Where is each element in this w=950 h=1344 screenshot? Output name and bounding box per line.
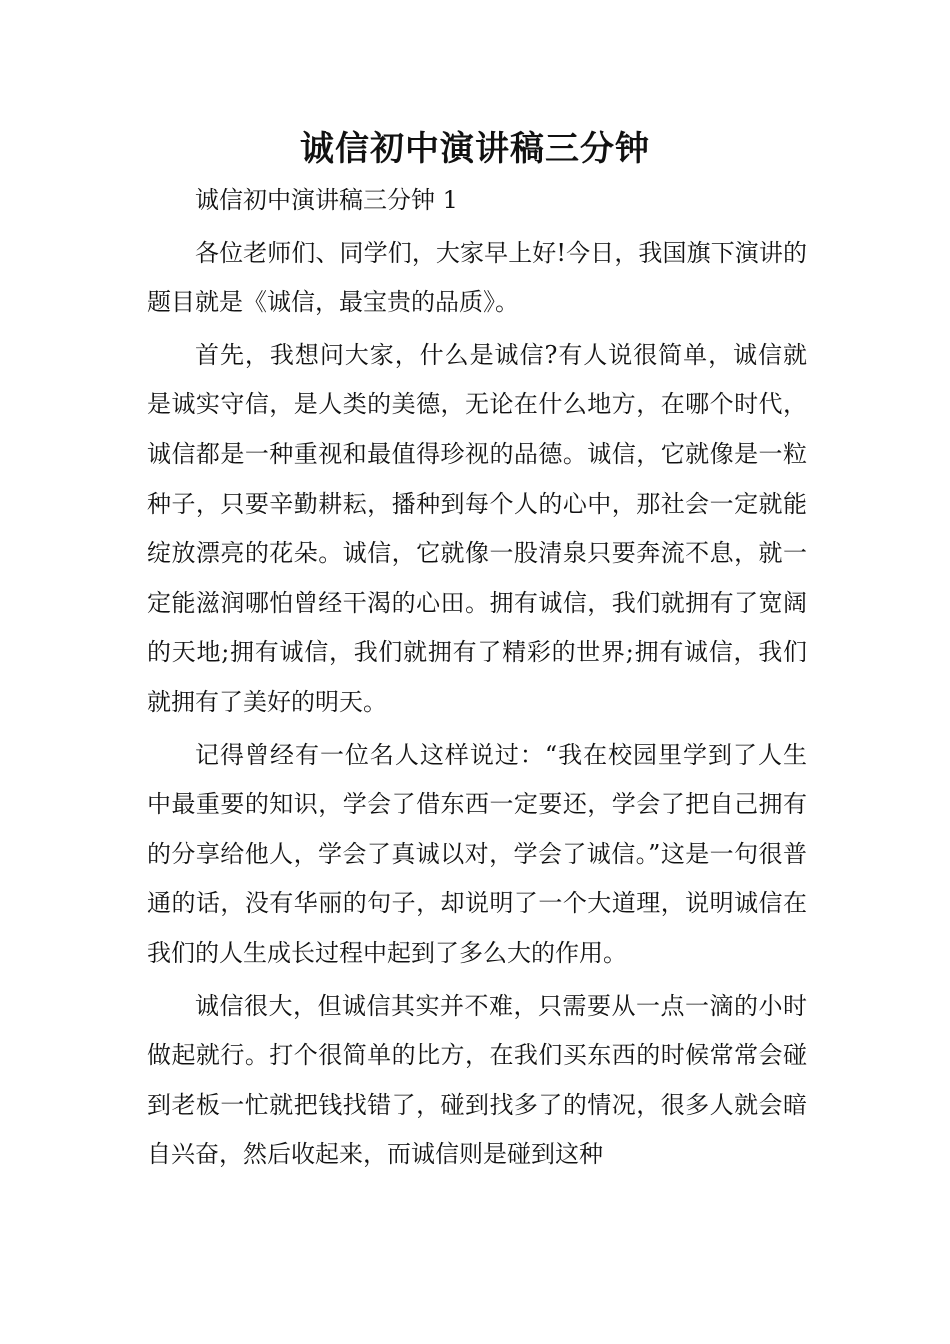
paragraph: 各位老师们、同学们，大家早上好!今日，我国旗下演讲的题目就是《诚信，最宝贵的品质》。 <box>147 238 807 317</box>
section-heading: 诚信初中演讲稿三分钟 1 <box>195 186 458 214</box>
paragraph: 记得曾经有一位名人这样说过：“我在校园里学到了人生中最重要的知识，学会了借东西一定要还，学会了把自己拥有的分享给他人，学会了真诚以对，学会了诚信。”这是一句很普通的话，没有华丽的句子，却说明了一个大道理，说明诚信在我们的人生成长过程中起到了多么大的作用。 <box>147 740 807 967</box>
document-body <box>147 176 807 1180</box>
paragraph: 首先，我想问大家，什么是诚信?有人说很简单，诚信就是诚实守信，是人类的美德，无论在什么地方，在哪个时代，诚信都是一种重视和最值得珍视的品德。诚信，它就像是一粒种子，只要辛勤耕耘，播种到每个人的心中，那社会一定就能绽放漂亮的花朵。诚信，它就像一股清泉只要奔流不息，就一定能滋润哪怕曾经干渴的心田。拥有诚信，我们就拥有了宽阔的天地;拥有诚信，我们就拥有了精彩的世界;拥有诚信，我们就拥有了美好的明天。 <box>147 340 807 716</box>
paragraph: 诚信很大，但诚信其实并不难，只需要从一点一滴的小时做起就行。打个很简单的比方，在我们买东西的时候常常会碰到老板一忙就把钱找错了，碰到找多了的情况，很多人就会暗自兴奋，然后收起来，而诚信则是碰到这种 <box>147 991 807 1169</box>
document-title: 诚信初中演讲稿三分钟 <box>300 129 650 169</box>
